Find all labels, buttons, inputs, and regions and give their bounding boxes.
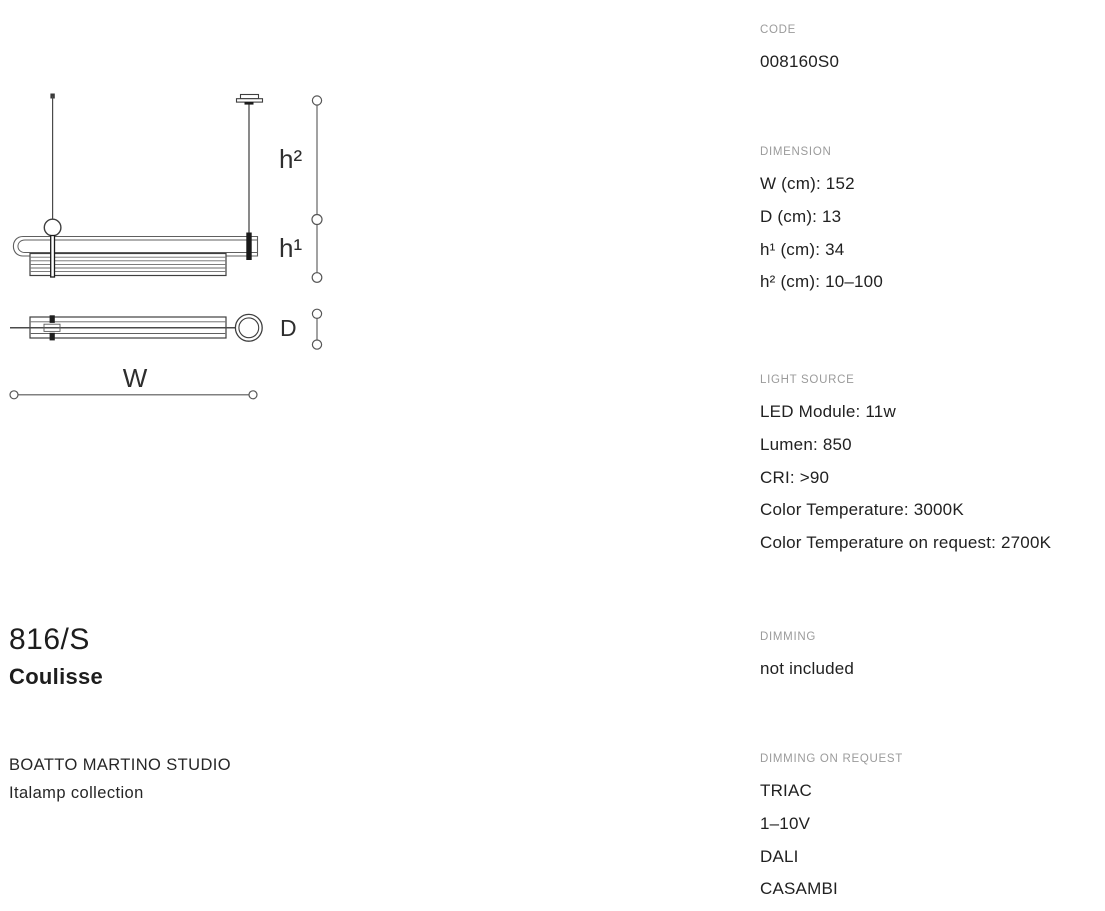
- product-name: Coulisse: [9, 664, 104, 689]
- spec-value-dali: DALI: [760, 846, 799, 866]
- slider-ring: [44, 219, 61, 236]
- width-dimension-line: [10, 363, 257, 399]
- dim-endpoint-top: [312, 96, 321, 105]
- height-dimension-line: [279, 96, 322, 282]
- spec-section-dimension: [760, 146, 1105, 299]
- spec-label-dimming-on-request: DIMMING ON REQUEST: [760, 753, 903, 765]
- spec-value-width: W (cm): 152: [760, 174, 855, 193]
- canopy-top: [241, 95, 259, 99]
- spec-label-light-source: LIGHT SOURCE: [760, 374, 855, 386]
- spec-section-code: [760, 24, 1105, 79]
- dim-endpoint-w-left: [10, 391, 18, 399]
- plan-clamp-mark-bottom: [50, 333, 55, 341]
- dim-label-d: D: [280, 315, 297, 341]
- lamp-plan-view: [10, 314, 262, 341]
- spec-label-dimming: DIMMING: [760, 631, 817, 643]
- dim-endpoint-d-bottom: [312, 340, 321, 349]
- spec-section-light-source: [760, 374, 1105, 560]
- spec-label-code: CODE: [760, 24, 797, 36]
- collection-name: Italamp collection: [9, 783, 144, 802]
- spec-section-dimming-on-request: [760, 753, 1105, 906]
- dim-endpoint-bottom: [312, 273, 322, 283]
- dim-endpoint-w-right: [249, 391, 257, 399]
- spec-value-code: 008160S0: [760, 52, 840, 71]
- dim-label-h1: h¹: [279, 233, 303, 263]
- depth-dimension-line: [280, 309, 322, 349]
- canopy-connector: [245, 102, 254, 105]
- lamp-side-view: [13, 94, 262, 278]
- dim-endpoint-mid: [312, 215, 322, 225]
- lamp-technical-drawing: [0, 80, 345, 410]
- spec-value-depth: D (cm): 13: [760, 206, 842, 226]
- plan-clamp-mark-top: [50, 315, 55, 323]
- spec-section-dimming: [760, 631, 1105, 686]
- spec-value-h1: h¹ (cm): 34: [760, 239, 845, 259]
- dim-label-h2: h²: [279, 144, 303, 174]
- spec-value-casambi: CASAMBI: [760, 879, 838, 899]
- dim-endpoint-d-top: [312, 309, 321, 318]
- spec-value-color-temperature-request: Color Temperature on request: 2700K: [760, 533, 1052, 553]
- spec-value-h2: h² (cm): 10–100: [760, 272, 883, 292]
- left-clamp: [51, 236, 55, 278]
- dim-label-w: W: [122, 363, 148, 393]
- product-model: 816/S: [9, 623, 90, 656]
- spec-value-lumen: Lumen: 850: [760, 434, 852, 454]
- designer-block: [9, 752, 231, 807]
- spec-value-triac: TRIAC: [760, 781, 812, 800]
- product-title-block: [9, 623, 103, 691]
- spec-label-dimension: DIMENSION: [760, 146, 832, 158]
- right-clamp: [246, 233, 251, 261]
- spec-value-led-module: LED Module: 11w: [760, 402, 896, 421]
- canopy-base: [237, 99, 263, 102]
- spec-value-color-temperature: Color Temperature: 3000K: [760, 500, 964, 520]
- spec-value-cri: CRI: >90: [760, 467, 830, 487]
- spec-value-dimming: not included: [760, 659, 855, 678]
- spec-value-1-10v: 1–10V: [760, 813, 811, 833]
- designer-name: BOATTO MARTINO STUDIO: [9, 756, 231, 774]
